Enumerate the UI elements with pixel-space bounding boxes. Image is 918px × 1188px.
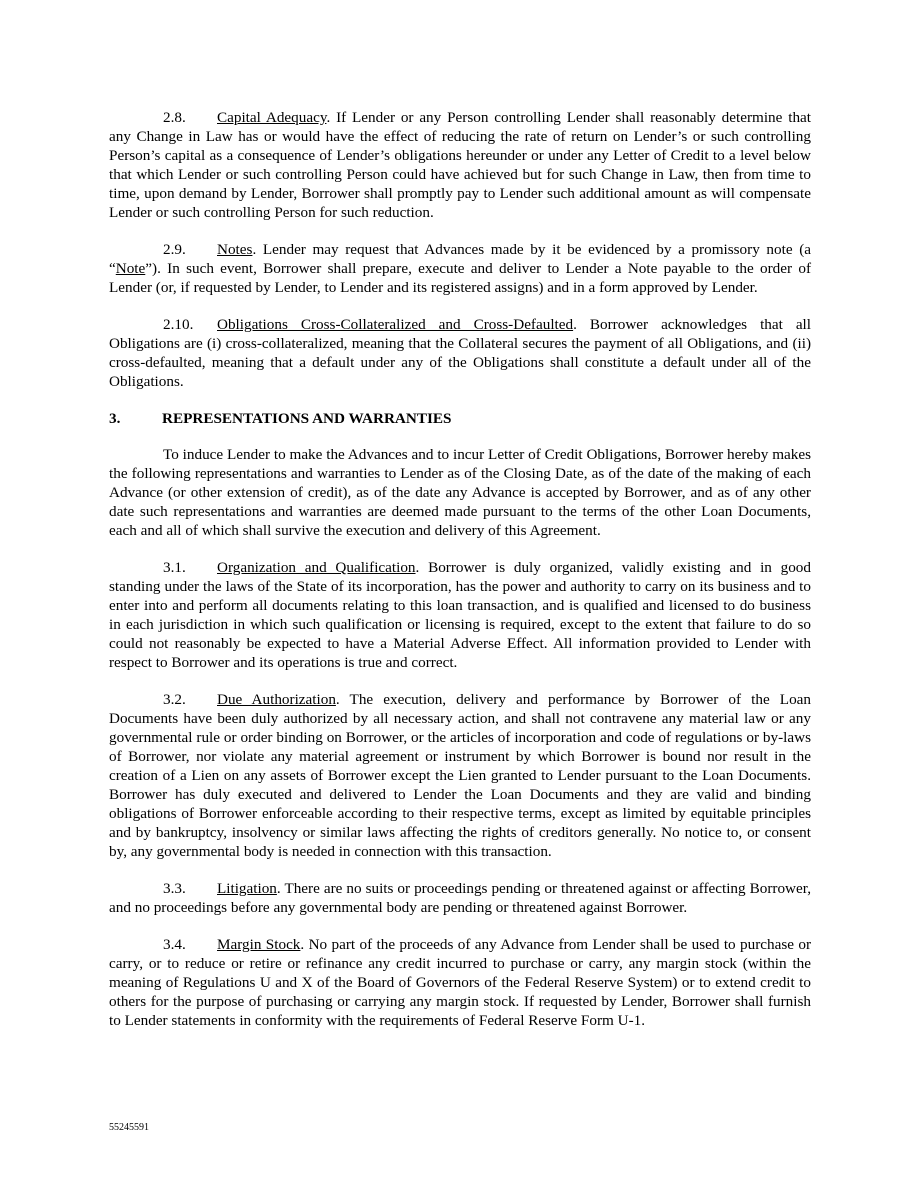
document-id-footer: 55245591 (109, 1122, 149, 1133)
article-intro-text: To induce Lender to make the Advances and to incur Letter of Credit Obligations, Borrower hereby makes the following representations and warranties to Lender as of the Closing Date, as of the date of the making of each Advance (or other extension of credit), as of the date any Advance is accepted by Borrower, and as of any other date such representations and warranties are deemed made pursuant to the terms of the other Loan Documents, each and all of which shall survive the execution and delivery of this Agreement. (109, 446, 811, 539)
section-body: If Lender or any Person controlling Lender shall reasonably determine that any Change in Law has or would have the effect of reducing the rate of return on Lender’s or such controlling Person’s capital as a consequence of Lender’s obligations hereunder or under any Letter of Credit to a level below that which Lender or such controlling Person could have achieved but for such Change in Law, then from time to time, upon demand by Lender, Borrower shall promptly pay to Lender such additional amount as will compensate Lender or such controlling Person for such reduction. (109, 109, 811, 221)
section-number: 3.2. (163, 691, 186, 708)
section-body: No part of the proceeds of any Advance from Lender shall be used to purchase or carry, or to reduce or retire or refinance any credit incurred to purchase or carry, any margin stock (within the meaning of Regulations U and X of the Board of Governors of the Federal Reserve System) or to extend credit to others for the purpose of purchasing or carrying any margin stock. If requested by Lender, Borrower shall furnish to Lender statements in conformity with the requirements of Federal Reserve Form U-1. (109, 936, 812, 1029)
document-page (109, 108, 811, 1048)
defined-term-note: Note (115, 260, 146, 277)
section-2-9: 2.9. Notes. Lender may request that Advances made by it be evidenced by a promissory note (a “Note”). In such event, Borrower shall prepare, execute and deliver to Lender a Note payable to the order of Lender (or, if requested by Lender, to Lender and its registered assigns) and in a form approved by Lender. (109, 241, 811, 296)
section-title: Capital Adequacy (217, 109, 327, 126)
section-number: 3.1. (163, 559, 186, 576)
article-title: REPRESENTATIONS AND WARRANTIES (162, 410, 452, 427)
section-title: Due Authorization (217, 691, 336, 708)
section-number: 3.4. (163, 936, 186, 953)
article-3-heading (109, 409, 811, 428)
section-number: 3.3. (163, 880, 186, 897)
section-body: The execution, delivery and performance by Borrower of the Loan Documents have been duly authorized by all necessary action, and shall not contravene any material law or any governmental rule or order binding on Borrower, or the articles of incorporation and code of regulations or by-laws of Borrower, nor violate any material agreement or instrument by which Borrower is bound nor result in the creation of a Lien on any assets of Borrower except the Lien granted to Lender pursuant to the Loan Documents. Borrower has duly executed and delivered to Lender the Loan Documents and they are valid and binding obligations of Borrower enforceable according to their respective terms, except as limited by equitable principles and by bankruptcy, insolvency or similar laws affecting the rights of creditors generally. No notice to, or consent by, any governmental body is needed in connection with this transaction. (109, 691, 812, 860)
section-3-4: 3.4. Margin Stock. No part of the proceeds of any Advance from Lender shall be used to purchase or carry, or to reduce or retire or refinance any credit incurred to purchase or carry, any margin stock (within the meaning of Regulations U and X of the Board of Governors of the Federal Reserve System) or to extend credit to others for the purpose of purchasing or carrying any margin stock. If requested by Lender, Borrower shall furnish to Lender statements in conformity with the requirements of Federal Reserve Form U-1. (109, 936, 812, 1029)
section-body: Borrower acknowledges that all Obligations are (i) cross-collateralized, meaning that the Collateral secures the payment of all Obligations, and (ii) cross-defaulted, meaning that a default under any of the Obligations shall constitute a default under all of the Obligations. (109, 316, 812, 390)
article-3-intro (109, 445, 811, 540)
section-2-10: 2.10. Obligations Cross-Collateralized and Cross-Defaulted. Borrower acknowledges that all Obligations are (i) cross-collateralized, meaning that the Collateral secures the payment of all Obligations, and (ii) cross-defaulted, meaning that a default under any of the Obligations shall constitute a default under all of the Obligations. (109, 316, 812, 390)
section-title: Obligations Cross-Collateralized and Cross-Defaulted (217, 316, 574, 333)
section-3-1: 3.1. Organization and Qualification. Borrower is duly organized, validly existing and in good standing under the laws of the State of its incorporation, has the power and authority to carry on its business and to enter into and perform all documents relating to this loan transaction, and is qualified and licensed to do business in each jurisdiction in which such qualification or licensing is required, except to the extent that failure to do so could not reasonably be expected to have a Material Adverse Effect. All information provided to Lender with respect to Borrower and its operations is true and correct. (109, 559, 811, 671)
section-body: Borrower is duly organized, validly existing and in good standing under the laws of the State of its incorporation, has the power and authority to carry on its business and to enter into and perform all documents relating to this loan transaction, and is qualified and licensed to do business in each jurisdiction in which such qualification or licensing is required, except to the extent that failure to do so could not reasonably be expected to have a Material Adverse Effect. All information provided to Lender with respect to Borrower and its operations is true and correct. (109, 559, 811, 671)
section-body-part-a: Lender may request that Advances made by it be evidenced by a promissory note (a “ (109, 241, 811, 277)
section-3-3: 3.3. Litigation. There are no suits or proceedings pending or threatened against or affecting Borrower, and no proceedings before any governmental body are pending or threatened against Borrower. (109, 880, 811, 916)
section-number: 2.10. (163, 316, 194, 333)
section-3-2: 3.2. Due Authorization. The execution, delivery and performance by Borrower of the Loan Documents have been duly authorized by all necessary action, and shall not contravene any material law or any governmental rule or order binding on Borrower, or the articles of incorporation and code of regulations or by-laws of Borrower, nor violate any material agreement or instrument by which Borrower is bound nor result in the creation of a Lien on any assets of Borrower except the Lien granted to Lender pursuant to the Loan Documents. Borrower has duly executed and delivered to Lender the Loan Documents and they are valid and binding obligations of Borrower enforceable according to their respective terms, except as limited by equitable principles and by bankruptcy, insolvency or similar laws affecting the rights of creditors generally. No notice to, or consent by, any governmental body is needed in connection with this transaction. (109, 691, 812, 860)
section-number: 2.8. (163, 109, 186, 126)
section-title: Organization and Qualification (217, 559, 416, 576)
section-body: There are no suits or proceedings pending or threatened against or affecting Borrower, and no proceedings before any governmental body are pending or threatened against Borrower. (109, 880, 811, 916)
section-title: Margin Stock (217, 936, 301, 953)
section-title: Litigation (217, 880, 277, 897)
section-title: Notes (217, 241, 253, 258)
section-2-8: 2.8. Capital Adequacy. If Lender or any Person controlling Lender shall reasonably determine that any Change in Law has or would have the effect of reducing the rate of return on Lender’s or such controlling Person’s capital as a consequence of Lender’s obligations hereunder or under any Letter of Credit to a level below that which Lender or such controlling Person could have achieved but for such Change in Law, then from time to time, upon demand by Lender, Borrower shall promptly pay to Lender such additional amount as will compensate Lender or such controlling Person for such reduction. (109, 109, 811, 221)
section-body-part-b: ”). In such event, Borrower shall prepare, execute and deliver to Lender a Note payable to the order of Lender (or, if requested by Lender, to Lender and its registered assigns) and in a form approved by Lender. (109, 260, 811, 296)
article-number: 3. (109, 410, 121, 427)
section-number: 2.9. (163, 241, 186, 258)
